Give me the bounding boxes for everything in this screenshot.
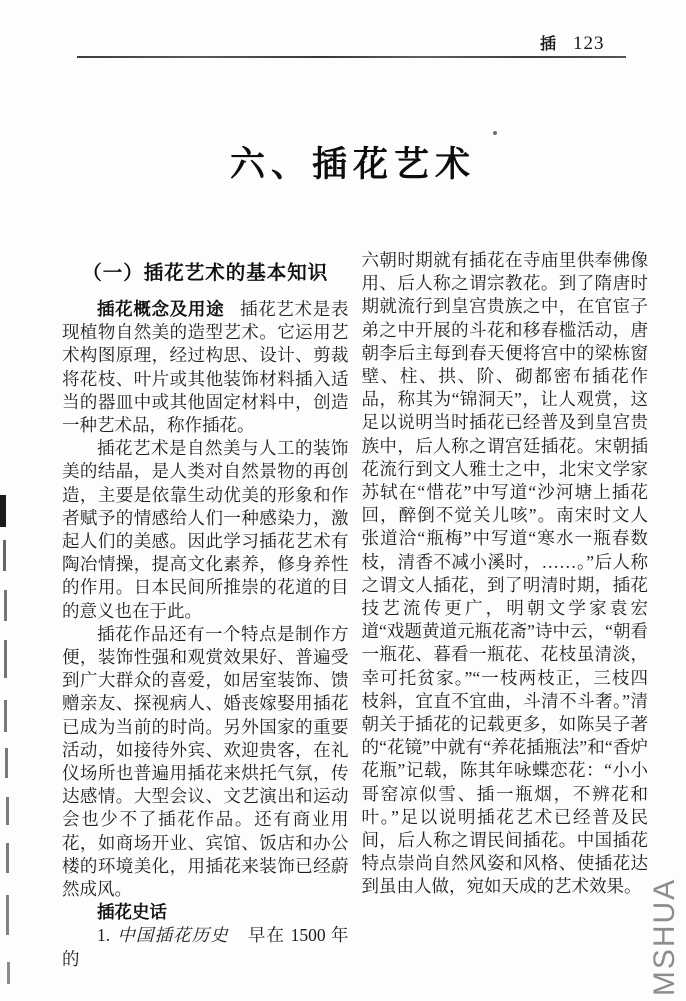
section-heading: （一）插花艺术的基本知识 [82,262,329,284]
scan-mark [6,843,9,873]
numbered-item-china-history [62,924,349,970]
scan-dot [493,131,497,135]
paragraph-art-nature: 插花艺术是自然美与人工的装饰美的结晶，是人类对自然景物的再创造，主要是依靠生动优美的形象和作者赋予的情感给人们一种感染力，激起人们的美感。因此学习插花艺术有陶冶情操，提高文化素养，修身养性的作用。日本民间所推崇的花道的目的意义也在于此。 [62,438,349,621]
right-column [362,249,649,971]
scan-mark [4,700,7,732]
item-number: 1. [97,925,111,946]
running-head [540,31,605,55]
scan-mark [3,540,6,571]
paragraph-concept-text: 插花艺术是表现植物自然美的造型艺术。它运用艺术构图原理，经过构思、设计、剪裁将花枝、叶片或其他装饰材料插入适当的器皿中或其他固定材料中，创造一种艺术品，称作插花。 [62,299,349,436]
scan-mark [5,748,8,778]
scan-mark [6,895,9,935]
item-lead: 中国插花历史 [116,925,229,946]
paragraph-lead-concept: 插花概念及用途 [97,299,225,319]
scan-mark [7,962,10,984]
scan-mark [4,640,7,678]
running-head-chapter: 插 [540,36,557,53]
chapter-title: 六、插花艺术 [229,145,476,184]
paragraph-concept [62,298,349,437]
scan-mark [0,495,6,527]
page-number: 123 [573,33,605,54]
subsection-heading-history: 插花史话 [97,902,167,923]
scan-mark [4,590,7,621]
paragraph-features: 插花作品还有一个特点是制作方便，装饰性强和观赏效果好、普遍受到广大群众的喜爱，如居室装饰、馈赠亲友、探视病人、婚丧嫁娶用插花已成为当前的时尚。另外国家的重要活动，如接待外宾、欢迎贵客，在礼仪场所也普遍用插花来烘托气氛，传达感情。大型会议、文艺演出和运动会也少不了插花作品。还有商业用花，如商场开业、宾馆、饭店和办公楼的环境美化，用插花来装饰已经蔚然成风。 [62,623,349,900]
text-columns [62,249,648,971]
item-text: 早在 1500 年的 [62,925,349,969]
paragraph-history-continued: 六朝时期就有插花在寺庙里供奉佛像用、后人称之谓宗教花。到了隋唐时期就流行到皇宫贵族之中，在官宦子弟之中开展的斗花和移春槛活动，唐朝李后主每到春天便将宫中的梁栋窗壁、柱、拱、阶、砌都密布插花作品，称其为“锦洞天”，让人观赏，这足以说明当时插花已经普及到皇宫贵族中，后人称之谓宫廷插花。宋朝插花流行到文人雅士之中，北宋文学家苏轼在“惜花”中写道“沙河塘上插花回，醉倒不觉关儿咳”。南宋时文人张道洽“瓶梅”中写道“寒水一瓶春数枝，清香不减小溪时，……。”后人称之谓文人插花，到了明清时期，插花技艺流传更广，明朝文学家袁宏道“戏题黄道元瓶花斋”诗中云，“朝看一瓶花、暮看一瓶花、花枝虽清淡，幸可托贫家。”“一枝两枝正，三枝四枝斜，宜直不宜曲，斗清不斗奢。”清朝关于插花的记载更多，如陈吴子著的“花镜”中就有“养花插瓶法”和“香炉花瓶”记载，陈其年咏蝶恋花：“小小哥窑凉似雪、插一瓶烟，不辨花和叶。”足以说明插花艺术已经普及民间，后人称之谓民间插花。中国插花特点崇尚自然风姿和风格、使插花达到虽由人做，宛如天成的艺术效果。 [361,250,648,897]
scan-mark [6,797,9,825]
header-rule [77,56,626,58]
watermark: MSHUA [648,877,681,997]
left-column [62,249,349,971]
